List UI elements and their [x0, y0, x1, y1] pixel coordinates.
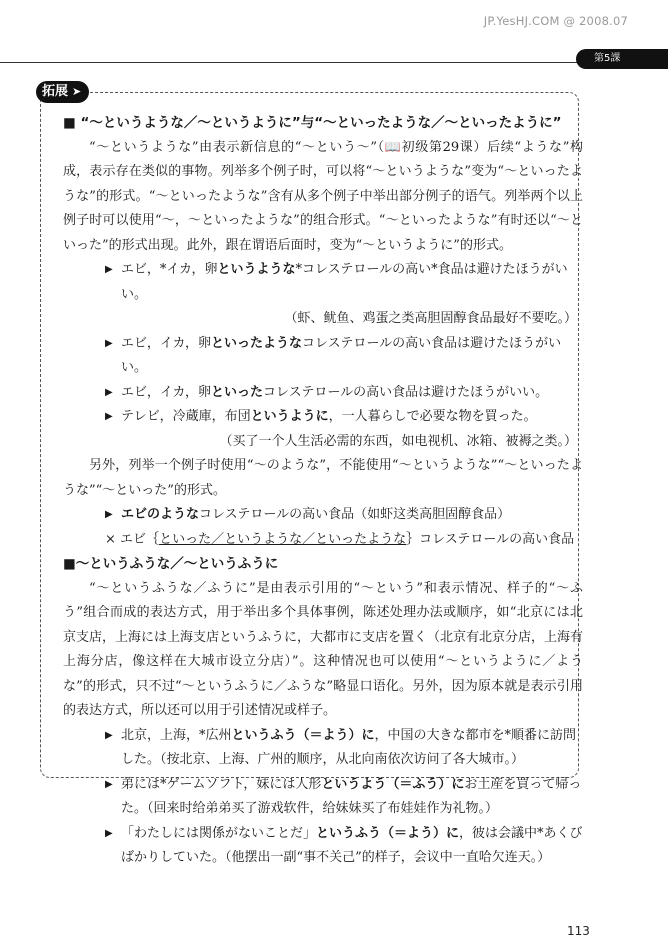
- triangle-bullet-icon: ▶: [105, 411, 113, 422]
- section1-paragraph-2: 另外，列举一个例子时使用“～のような”，不能使用“～というような”“～といったような”“～といった”的形式。: [63, 458, 583, 498]
- expansion-badge: [36, 81, 89, 103]
- bird-arrow-icon: ➤: [72, 85, 82, 98]
- wrong-example: × エビ｛といった／というような／といったような｝コレステロールの高い食品: [105, 531, 575, 547]
- example-6: ▶ 弟には*ゲームソフト，妹には人形というよう（＝ふう）にお土産を買って帰った。（回来时给弟弟买了游戏软件，给妹妹买了布娃娃作为礼物。）: [105, 773, 583, 822]
- example-1-translation: （虾、鱿鱼、鸡蛋之类高胆固醇食品最好不要吃。）: [284, 311, 577, 326]
- example-5: ▶ 北京，上海，*広州というふう（＝よう）に，中国の大きな都市を*順番に訪問した。（按北京、上海、广州的顺序，从北向南依次访问了各大城市。）: [105, 724, 583, 773]
- example-2: ▶ エビ，イカ，卵といったようなコレステロールの高い食品は避けたほうがいい。: [105, 332, 583, 381]
- content-area: [63, 111, 583, 871]
- triangle-bullet-icon: ▶: [105, 386, 113, 398]
- example-4: ▶ テレビ，冷蔵庫，布団というように，一人暮らしで必要な物を買った。: [105, 405, 583, 430]
- wrong-mark-icon: ×: [105, 531, 116, 547]
- section2-paragraph-1: “～というふうな／ふうに”是由表示引用的“～という”和表示情况、样子的“～ふう”组合而成的表达方式，用于举出多个具体事例，陈述处理办法或顺序，如“北京には北京支店，上海には上海支店というふうに，大都市に支店を置く（北京有北京分店，上海有上海分店，像这样在大城市设立分店）”。这种情况也可以使用“～というように／ような”的形式，只不过“～というふうに／ふうな”略显口语化。另外，因为原本就是表示引用的表达方式，所以还可以用于引述情况或样子。: [63, 580, 584, 718]
- example-single: ▶ エビのようなコレステロールの高い食品（如虾这类高胆固醇食品）: [105, 503, 583, 528]
- triangle-bullet-icon: ▶: [105, 337, 113, 349]
- section1-paragraph-1: “～というような”由表示新信息的“～という～”（📖初级第29课）后续“ような”构成，表示存在类似的事物。列举多个例子时，可以将“～というような”变为“～といったような”的形式。“～といったような”含有从多个例子中举出部分例子的语气。列举两个以上例子时可以使用“～，～といったような”的组合形式。“～といったような”有时还以“～といった”的形式出现。此外，跟在谓语后面时，变为“～というように”的形式。: [63, 139, 583, 253]
- triangle-bullet-icon: ▶: [105, 827, 113, 839]
- header-divider: [0, 62, 590, 63]
- triangle-bullet-icon: ▶: [105, 264, 113, 275]
- example-1: ▶ エビ，*イカ，卵というような*コレステロールの高い*食品は避けたほうがいい。: [105, 258, 583, 307]
- section-heading-2: ■～というふうな／～というふうに: [63, 556, 279, 572]
- example-7: ▶ 「わたしには関係がないことだ」というふう（＝よう）に，彼は会議中*あくびばかりしていた。（他摆出一副“事不关己”的样子，会议中一直哈欠连天。）: [105, 822, 583, 871]
- watermark: JP.YesHJ.COM @ 2008.07: [483, 14, 628, 28]
- triangle-bullet-icon: ▶: [105, 778, 113, 790]
- example-4-translation: （买了一个人生活必需的东西，如电视机、冰箱、被褥之类。）: [219, 433, 577, 449]
- triangle-bullet-icon: ▶: [105, 729, 113, 741]
- badge-label: 拓展: [42, 84, 69, 99]
- section-heading-1: ■ “～というような／～というように”与“～といったような／～といったように”: [63, 115, 562, 131]
- lesson-tab: 第5課: [576, 49, 668, 69]
- page-number: 113: [567, 924, 590, 938]
- example-3: ▶ エビ，イカ，卵といったコレステロールの高い食品は避けたほうがいい。: [105, 381, 583, 406]
- triangle-bullet-icon: ▶: [105, 509, 113, 520]
